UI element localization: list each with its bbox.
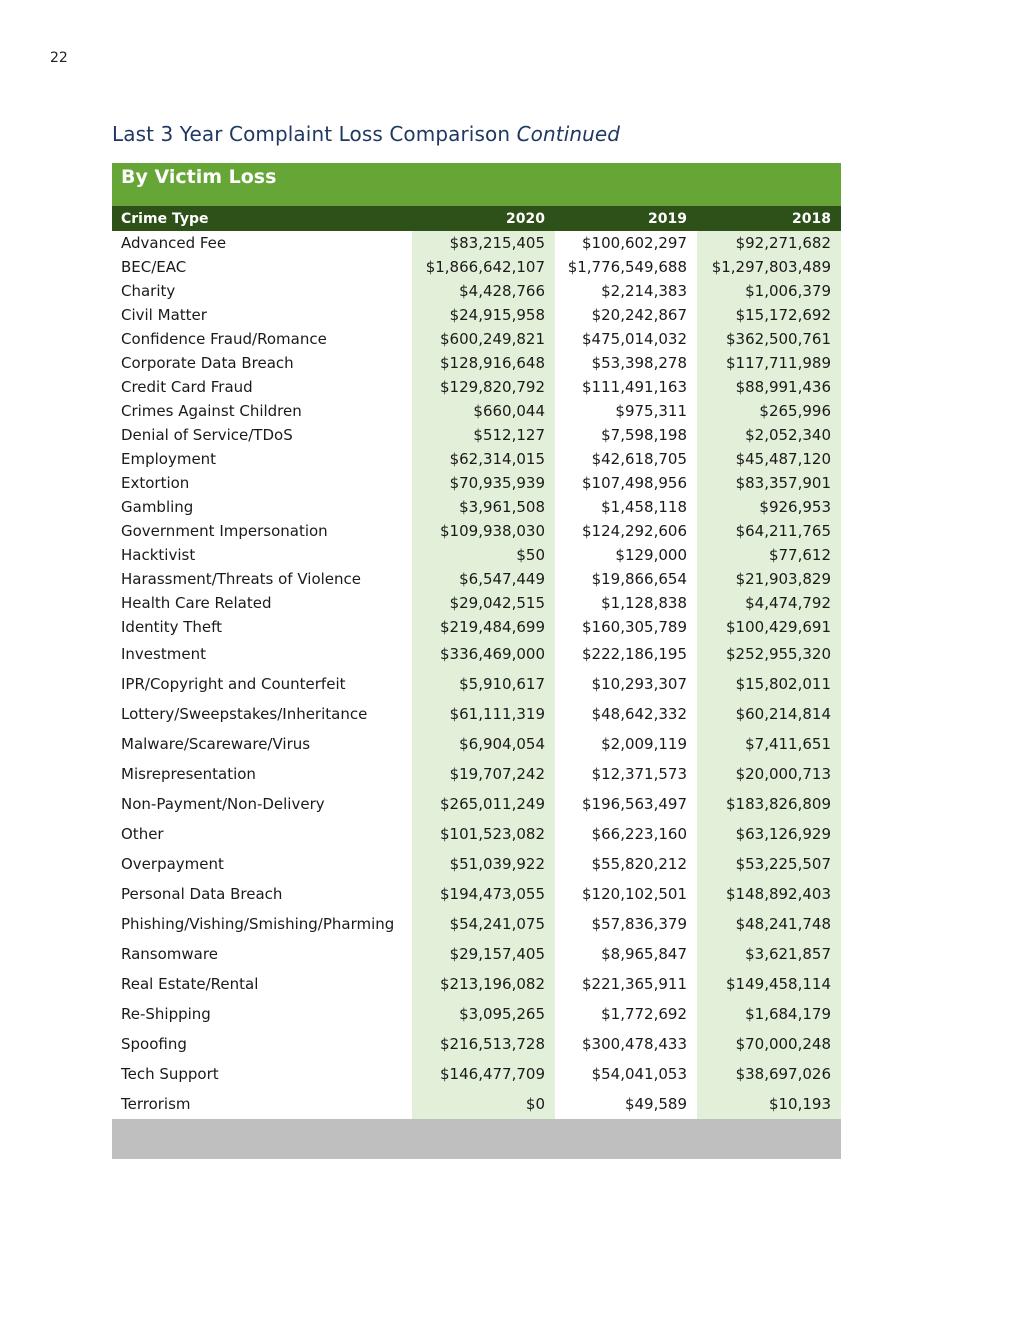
- loss-2018-cell: $183,826,809: [697, 789, 841, 819]
- crime-type-cell: Extortion: [121, 474, 190, 492]
- loss-2020-cell: $70,935,939: [412, 471, 555, 495]
- loss-2018-cell: $148,892,403: [697, 879, 841, 909]
- loss-2020-cell: $265,011,249: [412, 789, 555, 819]
- table-row: [112, 231, 841, 255]
- loss-2018-cell: $7,411,651: [697, 729, 841, 759]
- crime-type-cell: BEC/EAC: [121, 258, 187, 276]
- loss-2020-cell: $219,484,699: [412, 615, 555, 639]
- table-row: [112, 789, 841, 819]
- table-body: [112, 231, 841, 1119]
- page-title-suffix: Continued: [516, 122, 621, 146]
- column-header-2019: 2019: [555, 206, 697, 231]
- page-title-main: Last 3 Year Complaint Loss Comparison: [112, 122, 511, 146]
- loss-2019-cell: $300,478,433: [582, 1035, 687, 1053]
- loss-2020-cell: $600,249,821: [412, 327, 555, 351]
- crime-type-cell: Terrorism: [121, 1095, 191, 1113]
- loss-2018-cell: $48,241,748: [697, 909, 841, 939]
- loss-2018-cell: $20,000,713: [697, 759, 841, 789]
- column-header-2018: 2018: [697, 206, 841, 231]
- loss-2018-cell: $362,500,761: [697, 327, 841, 351]
- loss-2019-cell: $160,305,789: [582, 618, 687, 636]
- loss-2019-cell: $196,563,497: [582, 795, 687, 813]
- table-header-row: [112, 206, 841, 231]
- table-row: [112, 1029, 841, 1059]
- crime-type-cell: Ransomware: [121, 945, 218, 963]
- crime-type-cell: Confidence Fraud/Romance: [121, 330, 327, 348]
- loss-2020-cell: $6,547,449: [412, 567, 555, 591]
- table-row: [112, 543, 841, 567]
- crime-type-cell: Gambling: [121, 498, 194, 516]
- loss-2020-cell: $29,042,515: [412, 591, 555, 615]
- loss-2020-cell: $51,039,922: [412, 849, 555, 879]
- page-title: [112, 122, 620, 146]
- loss-2019-cell: $8,965,847: [601, 945, 687, 963]
- loss-2019-cell: $42,618,705: [591, 450, 687, 468]
- column-header-crime-type: Crime Type: [112, 206, 412, 231]
- crime-type-cell: Credit Card Fraud: [121, 378, 253, 396]
- loss-2018-cell: $252,955,320: [697, 639, 841, 669]
- loss-2019-cell: $12,371,573: [591, 765, 687, 783]
- loss-2019-cell: $975,311: [615, 402, 687, 420]
- table-row: [112, 327, 841, 351]
- loss-2019-cell: $475,014,032: [582, 330, 687, 348]
- loss-2020-cell: $4,428,766: [412, 279, 555, 303]
- loss-2020-cell: $3,095,265: [412, 999, 555, 1029]
- loss-2019-cell: $2,214,383: [601, 282, 687, 300]
- crime-type-cell: Personal Data Breach: [121, 885, 283, 903]
- loss-2019-cell: $1,458,118: [601, 498, 687, 516]
- crime-type-cell: Non-Payment/Non-Delivery: [121, 795, 325, 813]
- loss-2019-cell: $10,293,307: [591, 675, 687, 693]
- loss-2018-cell: $10,193: [697, 1089, 841, 1119]
- loss-2018-cell: $100,429,691: [697, 615, 841, 639]
- loss-2018-cell: $92,271,682: [697, 231, 841, 255]
- table-row: [112, 639, 841, 669]
- loss-2019-cell: $20,242,867: [591, 306, 687, 324]
- crime-type-cell: Hacktivist: [121, 546, 196, 564]
- loss-2018-cell: $149,458,114: [697, 969, 841, 999]
- crime-type-cell: IPR/Copyright and Counterfeit: [121, 675, 346, 693]
- loss-2019-cell: $7,598,198: [601, 426, 687, 444]
- loss-2019-cell: $221,365,911: [582, 975, 687, 993]
- table-row: [112, 471, 841, 495]
- table-row: [112, 279, 841, 303]
- loss-2020-cell: $194,473,055: [412, 879, 555, 909]
- crime-type-cell: Health Care Related: [121, 594, 272, 612]
- loss-2018-cell: $63,126,929: [697, 819, 841, 849]
- loss-2019-cell: $48,642,332: [591, 705, 687, 723]
- table-row: [112, 849, 841, 879]
- loss-2018-cell: $21,903,829: [697, 567, 841, 591]
- table-row: [112, 759, 841, 789]
- loss-2019-cell: $1,128,838: [601, 594, 687, 612]
- loss-2018-cell: $70,000,248: [697, 1029, 841, 1059]
- loss-2020-cell: $3,961,508: [412, 495, 555, 519]
- table-row: [112, 879, 841, 909]
- loss-2018-cell: $15,802,011: [697, 669, 841, 699]
- loss-2019-cell: $2,009,119: [601, 735, 687, 753]
- table-row: [112, 1059, 841, 1089]
- loss-2020-cell: $216,513,728: [412, 1029, 555, 1059]
- loss-2018-cell: $64,211,765: [697, 519, 841, 543]
- table-row: [112, 1089, 841, 1119]
- crime-type-cell: Other: [121, 825, 164, 843]
- loss-2020-cell: $61,111,319: [412, 699, 555, 729]
- crime-type-cell: Crimes Against Children: [121, 402, 302, 420]
- loss-2020-cell: $129,820,792: [412, 375, 555, 399]
- table-row: [112, 699, 841, 729]
- crime-type-cell: Spoofing: [121, 1035, 187, 1053]
- loss-2020-cell: $213,196,082: [412, 969, 555, 999]
- table-row: [112, 999, 841, 1029]
- loss-2019-cell: $57,836,379: [591, 915, 687, 933]
- loss-2020-cell: $19,707,242: [412, 759, 555, 789]
- loss-2018-cell: $117,711,989: [697, 351, 841, 375]
- loss-2020-cell: $54,241,075: [412, 909, 555, 939]
- loss-2018-cell: $38,697,026: [697, 1059, 841, 1089]
- loss-2018-cell: $2,052,340: [697, 423, 841, 447]
- table-row: [112, 351, 841, 375]
- loss-2019-cell: $124,292,606: [582, 522, 687, 540]
- table-row: [112, 729, 841, 759]
- loss-2020-cell: $6,904,054: [412, 729, 555, 759]
- crime-type-cell: Tech Support: [121, 1065, 219, 1083]
- loss-2019-cell: $120,102,501: [582, 885, 687, 903]
- crime-type-cell: Charity: [121, 282, 176, 300]
- table-row: [112, 375, 841, 399]
- crime-type-cell: Identity Theft: [121, 618, 223, 636]
- loss-2020-cell: $101,523,082: [412, 819, 555, 849]
- table-row: [112, 399, 841, 423]
- loss-2020-cell: $83,215,405: [412, 231, 555, 255]
- loss-2020-cell: $109,938,030: [412, 519, 555, 543]
- loss-2019-cell: $1,772,692: [601, 1005, 687, 1023]
- loss-2019-cell: $66,223,160: [591, 825, 687, 843]
- loss-2018-cell: $3,621,857: [697, 939, 841, 969]
- column-header-2020: 2020: [412, 206, 555, 231]
- table-row: [112, 255, 841, 279]
- crime-type-cell: Advanced Fee: [121, 234, 227, 252]
- loss-2018-cell: $4,474,792: [697, 591, 841, 615]
- table-row: [112, 909, 841, 939]
- loss-2019-cell: $19,866,654: [591, 570, 687, 588]
- loss-2019-cell: $111,491,163: [582, 378, 687, 396]
- loss-2018-cell: $60,214,814: [697, 699, 841, 729]
- crime-type-cell: Civil Matter: [121, 306, 207, 324]
- loss-2018-cell: $1,297,803,489: [697, 255, 841, 279]
- crime-type-cell: Real Estate/Rental: [121, 975, 259, 993]
- loss-2019-cell: $49,589: [624, 1095, 687, 1113]
- loss-2018-cell: $265,996: [697, 399, 841, 423]
- loss-2019-cell: $1,776,549,688: [567, 258, 687, 276]
- table-row: [112, 303, 841, 327]
- table-row: [112, 819, 841, 849]
- table-row: [112, 615, 841, 639]
- crime-type-cell: Harassment/Threats of Violence: [121, 570, 362, 588]
- loss-2020-cell: $512,127: [412, 423, 555, 447]
- loss-2018-cell: $926,953: [697, 495, 841, 519]
- crime-type-cell: Re-Shipping: [121, 1005, 211, 1023]
- table-row: [112, 495, 841, 519]
- loss-2019-cell: $100,602,297: [582, 234, 687, 252]
- table-row: [112, 591, 841, 615]
- victim-loss-table: [112, 206, 841, 1119]
- table-row: [112, 567, 841, 591]
- table-row: [112, 519, 841, 543]
- crime-type-cell: Malware/Scareware/Virus: [121, 735, 311, 753]
- loss-2019-cell: $129,000: [615, 546, 687, 564]
- crime-type-cell: Investment: [121, 645, 206, 663]
- loss-2018-cell: $1,006,379: [697, 279, 841, 303]
- table-row: [112, 447, 841, 471]
- loss-2019-cell: $54,041,053: [591, 1065, 687, 1083]
- loss-2020-cell: $50: [412, 543, 555, 567]
- crime-type-cell: Corporate Data Breach: [121, 354, 294, 372]
- table-row: [112, 939, 841, 969]
- table-row: [112, 969, 841, 999]
- crime-type-cell: Employment: [121, 450, 217, 468]
- crime-type-cell: Denial of Service/TDoS: [121, 426, 293, 444]
- table-row: [112, 423, 841, 447]
- crime-type-cell: Phishing/Vishing/Smishing/Pharming: [121, 915, 395, 933]
- page-number: 22: [50, 50, 68, 66]
- loss-2018-cell: $15,172,692: [697, 303, 841, 327]
- loss-2018-cell: $45,487,120: [697, 447, 841, 471]
- loss-2019-cell: $53,398,278: [591, 354, 687, 372]
- section-header: By Victim Loss: [112, 163, 841, 206]
- loss-2018-cell: $83,357,901: [697, 471, 841, 495]
- crime-type-cell: Misrepresentation: [121, 765, 256, 783]
- loss-2020-cell: $146,477,709: [412, 1059, 555, 1089]
- loss-2020-cell: $660,044: [412, 399, 555, 423]
- loss-2020-cell: $62,314,015: [412, 447, 555, 471]
- loss-2020-cell: $1,866,642,107: [412, 255, 555, 279]
- loss-2020-cell: $24,915,958: [412, 303, 555, 327]
- crime-type-cell: Government Impersonation: [121, 522, 328, 540]
- loss-2019-cell: $107,498,956: [582, 474, 687, 492]
- loss-2019-cell: $55,820,212: [591, 855, 687, 873]
- crime-type-cell: Overpayment: [121, 855, 224, 873]
- crime-type-cell: Lottery/Sweepstakes/Inheritance: [121, 705, 368, 723]
- loss-2018-cell: $1,684,179: [697, 999, 841, 1029]
- loss-2018-cell: $88,991,436: [697, 375, 841, 399]
- loss-2020-cell: $29,157,405: [412, 939, 555, 969]
- table-row: [112, 669, 841, 699]
- loss-2019-cell: $222,186,195: [582, 645, 687, 663]
- loss-2020-cell: $128,916,648: [412, 351, 555, 375]
- loss-2020-cell: $336,469,000: [412, 639, 555, 669]
- loss-comparison-table: [112, 163, 841, 1159]
- loss-2020-cell: $5,910,617: [412, 669, 555, 699]
- loss-2018-cell: $77,612: [697, 543, 841, 567]
- loss-2018-cell: $53,225,507: [697, 849, 841, 879]
- loss-2020-cell: $0: [412, 1089, 555, 1119]
- table-footer-bar: [112, 1119, 841, 1159]
